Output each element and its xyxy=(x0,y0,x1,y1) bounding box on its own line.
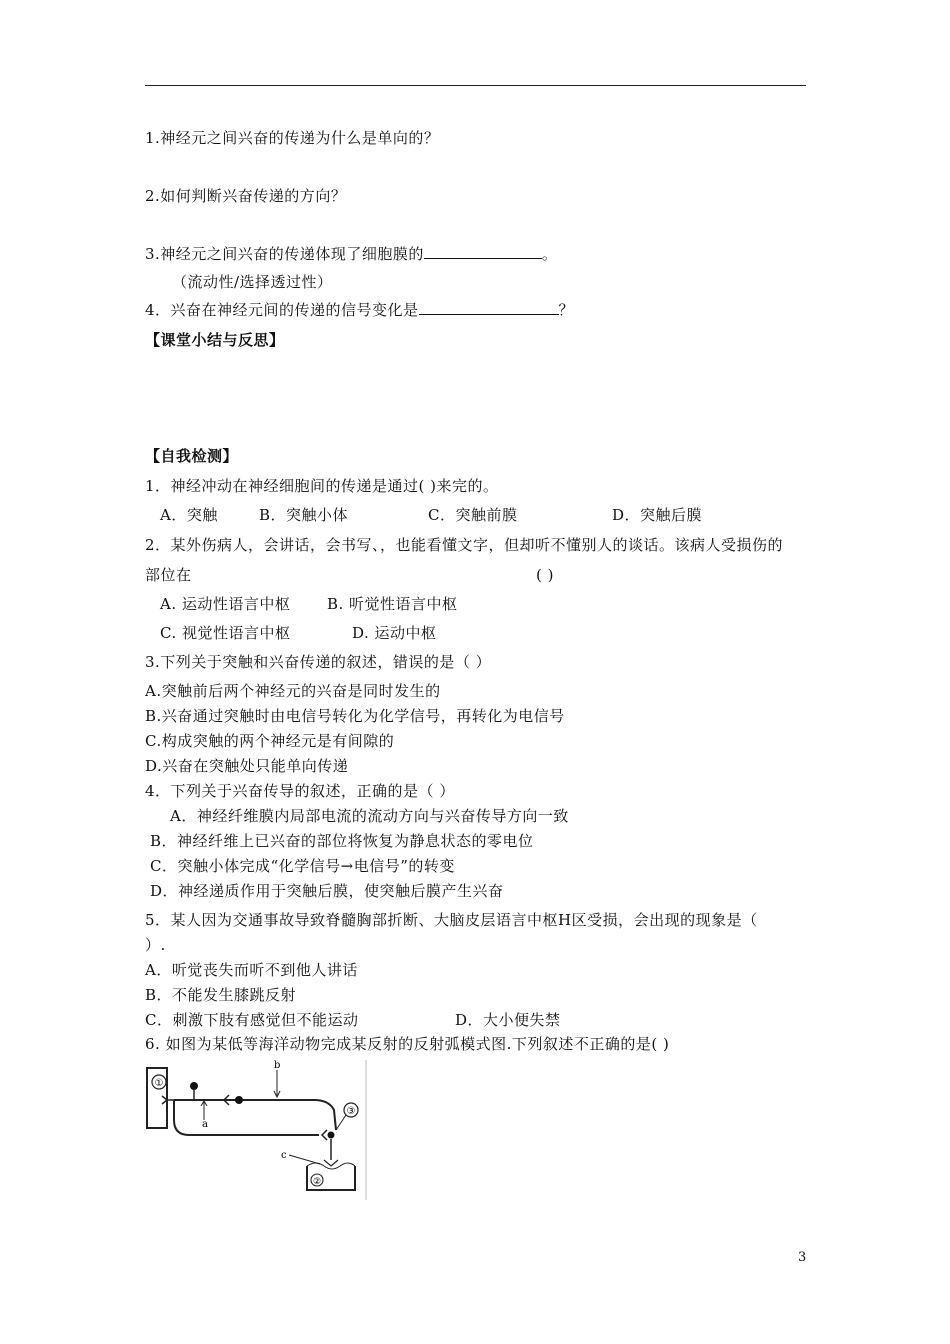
self-test-heading: 【自我检测】 xyxy=(145,447,239,465)
question-3 xyxy=(145,244,557,264)
test-5-option-a: A．听觉丧失而听不到他人讲话 xyxy=(145,961,358,979)
question-4 xyxy=(145,300,574,320)
answer-blank[interactable] xyxy=(419,300,559,315)
test-3-option-b: B.兴奋通过突触时由电信号转化为化学信号，再转化为电信号 xyxy=(145,707,565,725)
neuron-body-1 xyxy=(190,1082,198,1090)
test-2-stem: 2．某外伤病人，会讲话，会书写、，也能看懂文字，但却听不懂别人的谈话。该病人受损伤的 xyxy=(145,536,784,554)
test-2-option-c: C. 视觉性语言中枢 xyxy=(160,624,291,642)
test-3-option-a: A.突触前后两个神经元的兴奋是同时发生的 xyxy=(145,682,441,700)
test-2-option-b: B. 听觉性语言中枢 xyxy=(327,595,458,613)
test-5-option-c: C．刺激下肢有感觉但不能运动 xyxy=(145,1011,359,1029)
test-1-option-b: B．突触小体 xyxy=(259,506,349,524)
test-2-stem-cont: 部位在 xyxy=(145,566,192,584)
label-2: ② xyxy=(312,1177,322,1187)
test-3-stem: 3.下列关于突触和兴奋传递的叙述，错误的是（ ） xyxy=(145,653,492,671)
test-4-option-c: C．突触小体完成“化学信号→电信号”的转变 xyxy=(150,857,455,875)
test-5-stem: 5．某人因为交通事故导致脊髓胸部折断、大脑皮层语言中枢H区受损，会出现的现象是（ xyxy=(145,911,758,929)
test-4-option-b: B．神经纤维上已兴奋的部位将恢复为静息状态的零电位 xyxy=(150,832,534,850)
label-a: a xyxy=(202,1119,208,1130)
question-3-text: 3.神经元之间兴奋的传递体现了细胞膜的 xyxy=(145,245,424,263)
test-2-option-a: A. 运动性语言中枢 xyxy=(160,595,291,613)
question-4-text: 4．兴奋在神经元间的传递的信号变化是 xyxy=(145,301,419,319)
label-1: ① xyxy=(154,1078,164,1089)
test-5-stem-cont: ）. xyxy=(145,936,166,954)
question-3-hint: （流动性/选择透过性） xyxy=(172,273,333,291)
question-3-end: 。 xyxy=(541,245,558,263)
test-3-option-d: D.兴奋在突触处只能单向传递 xyxy=(145,757,349,775)
test-1-option-a: A．突触 xyxy=(160,506,218,524)
test-5-option-d: D．大小便失禁 xyxy=(455,1011,561,1029)
test-4-option-d: D．神经递质作用于突触后膜，使突触后膜产生兴奋 xyxy=(150,882,504,900)
question-1: 1.神经元之间兴奋的传递为什么是单向的？ xyxy=(145,129,440,147)
neuron-body-2 xyxy=(235,1096,243,1104)
test-2-option-d: D. 运动中枢 xyxy=(352,624,437,642)
test-4-option-a: A．神经纤维膜内局部电流的流动方向与兴奋传导方向一致 xyxy=(170,807,569,825)
test-1-stem: 1．神经冲动在神经细胞间的传递是通过( )来完的。 xyxy=(145,477,499,495)
summary-heading: 【课堂小结与反思】 xyxy=(145,331,285,349)
test-1-option-c: C．突触前膜 xyxy=(428,506,518,524)
test-2-paren: ( ) xyxy=(536,566,554,584)
label-c: c xyxy=(281,1150,287,1161)
test-6-stem: 6. 如图为某低等海洋动物完成某反射的反射弧模式图.下列叙述不正确的是( ) xyxy=(145,1035,670,1053)
test-1-option-d: D．突触后膜 xyxy=(612,506,703,524)
question-2: 2.如何判断兴奋传递的方向？ xyxy=(145,187,347,205)
reflex-arc-diagram xyxy=(144,1060,374,1200)
test-4-stem: 4．下列关于兴奋传导的叙述，正确的是（ ） xyxy=(145,782,455,800)
header-rule xyxy=(145,85,806,86)
label-3: ③ xyxy=(346,1106,356,1117)
test-5-option-b: B．不能发生膝跳反射 xyxy=(145,986,297,1004)
answer-blank[interactable] xyxy=(424,244,542,259)
page-number: 3 xyxy=(798,1250,807,1265)
test-3-option-c: C.构成突触的两个神经元是有间隙的 xyxy=(145,732,395,750)
label-b: b xyxy=(274,1060,281,1071)
question-4-end: ？ xyxy=(558,301,575,319)
neuron-body-3 xyxy=(328,1132,335,1139)
